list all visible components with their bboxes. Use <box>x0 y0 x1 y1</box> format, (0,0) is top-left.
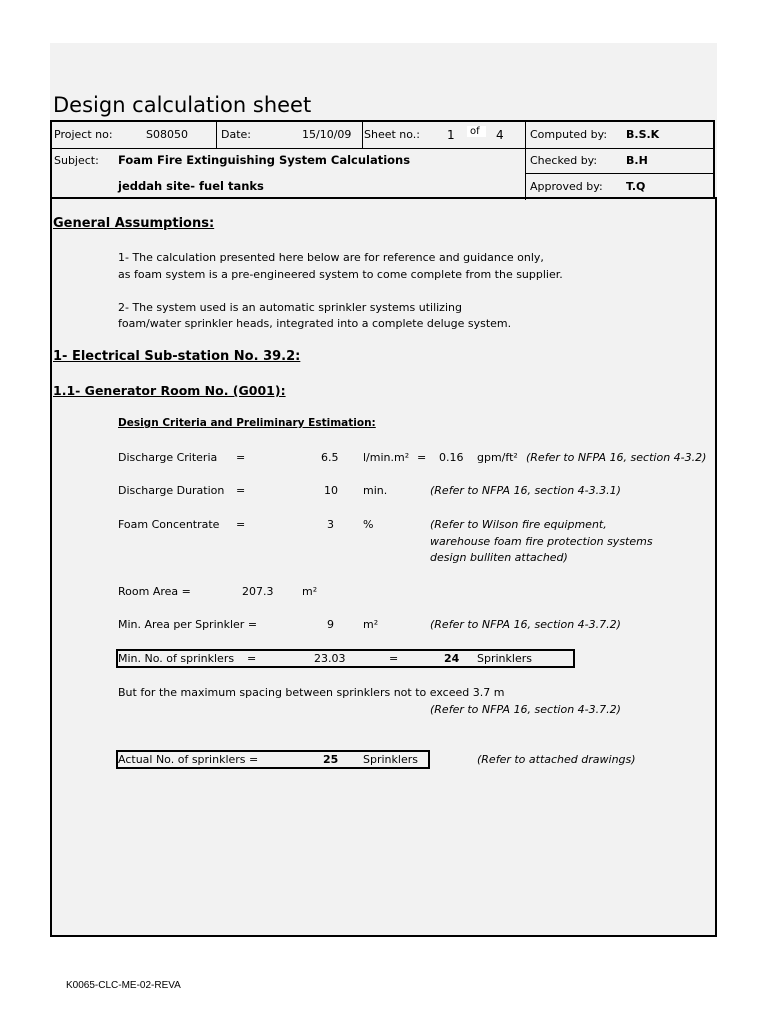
discharge-criteria-unit: l/min.m² <box>363 451 410 464</box>
header-divider <box>362 122 363 148</box>
header-divider <box>525 173 715 174</box>
actual-sprinklers-label: Actual No. of sprinklers = <box>118 753 259 766</box>
foam-concentrate-unit: % <box>363 518 374 531</box>
project-label: Project no: <box>54 128 113 141</box>
min-sprinklers-label: Min. No. of sprinklers <box>118 652 235 665</box>
assumption-1-line-1: 1- The calculation presented here below are for reference and guidance only, <box>118 251 544 264</box>
equals-sign: = <box>389 652 399 665</box>
subject-line-2: jeddah site- fuel tanks <box>118 179 264 193</box>
discharge-duration-ref: (Refer to NFPA 16, section 4-3.3.1) <box>430 484 621 497</box>
header-divider <box>216 122 217 148</box>
subsection-heading: 1.1- Generator Room No. (G001): <box>53 383 286 398</box>
equals-sign: = <box>236 451 246 464</box>
equals-sign: = <box>247 652 257 665</box>
approved-value: T.Q <box>626 180 646 193</box>
equals-sign: = <box>417 451 427 464</box>
min-area-value: 9 <box>327 618 334 631</box>
assumptions-heading: General Assumptions: <box>53 216 215 231</box>
min-sprinklers-rounded: 24 <box>444 652 460 665</box>
checked-label: Checked by: <box>530 154 598 167</box>
discharge-duration-value: 10 <box>324 484 338 497</box>
page-title: Design calculation sheet <box>53 93 312 117</box>
actual-sprinklers-unit: Sprinklers <box>363 753 418 766</box>
discharge-criteria-ref: (Refer to NFPA 16, section 4-3.2) <box>526 451 707 464</box>
room-area-label: Room Area = <box>118 585 191 598</box>
discharge-criteria-value-imperial: 0.16 <box>439 451 464 464</box>
subject-label: Subject: <box>54 154 99 167</box>
discharge-criteria-label: Discharge Criteria <box>118 451 218 464</box>
room-area-unit: m² <box>302 585 318 598</box>
min-area-ref: (Refer to NFPA 16, section 4-3.7.2) <box>430 618 621 631</box>
project-value: S08050 <box>146 128 188 141</box>
foam-concentrate-ref-1: (Refer to Wilson fire equipment, <box>430 518 607 531</box>
equals-sign: = <box>236 484 246 497</box>
actual-sprinklers-value: 25 <box>323 753 339 766</box>
discharge-criteria-unit-imperial: gpm/ft² <box>477 451 518 464</box>
criteria-heading: Design Criteria and Preliminary Estimation: <box>118 417 376 429</box>
spacing-note: But for the maximum spacing between sprinklers not to exceed 3.7 m <box>118 686 505 699</box>
date-value: 15/10/09 <box>302 128 352 141</box>
header-divider <box>52 148 715 149</box>
foam-concentrate-ref-2: warehouse foam fire protection systems <box>430 535 653 548</box>
computed-label: Computed by: <box>530 128 608 141</box>
foam-concentrate-value: 3 <box>327 518 334 531</box>
document-code: K0065-CLC-ME-02-REVA <box>66 980 181 991</box>
discharge-criteria-value: 6.5 <box>321 451 339 464</box>
foam-concentrate-label: Foam Concentrate <box>118 518 220 531</box>
header-divider <box>525 122 526 200</box>
min-area-label: Min. Area per Sprinkler = <box>118 618 258 631</box>
computed-value: B.S.K <box>626 128 660 141</box>
sheet-label: Sheet no.: <box>364 128 421 141</box>
min-sprinklers-unit: Sprinklers <box>477 652 532 665</box>
min-area-unit: m² <box>363 618 379 631</box>
actual-sprinklers-ref: (Refer to attached drawings) <box>477 753 636 766</box>
sheet-of: of <box>467 126 486 137</box>
section-heading: 1- Electrical Sub-station No. 39.2: <box>53 349 301 364</box>
discharge-duration-unit: min. <box>363 484 388 497</box>
spacing-ref: (Refer to NFPA 16, section 4-3.7.2) <box>430 703 621 716</box>
equals-sign: = <box>236 518 246 531</box>
sheet-number: 1 <box>447 128 455 142</box>
assumption-1-line-2: as foam system is a pre-engineered system to come complete from the supplier. <box>118 268 563 281</box>
checked-value: B.H <box>626 154 648 167</box>
sheet-total: 4 <box>496 128 504 142</box>
approved-label: Approved by: <box>530 180 603 193</box>
min-sprinklers-value: 23.03 <box>314 652 346 665</box>
discharge-duration-label: Discharge Duration <box>118 484 225 497</box>
foam-concentrate-ref-3: design bulliten attached) <box>430 551 568 564</box>
subject-line-1: Foam Fire Extinguishing System Calculations <box>118 153 411 167</box>
date-label: Date: <box>221 128 251 141</box>
assumption-2-line-1: 2- The system used is an automatic sprinkler systems utilizing <box>118 301 462 314</box>
room-area-value: 207.3 <box>242 585 274 598</box>
assumption-2-line-2: foam/water sprinkler heads, integrated into a complete deluge system. <box>118 317 512 330</box>
